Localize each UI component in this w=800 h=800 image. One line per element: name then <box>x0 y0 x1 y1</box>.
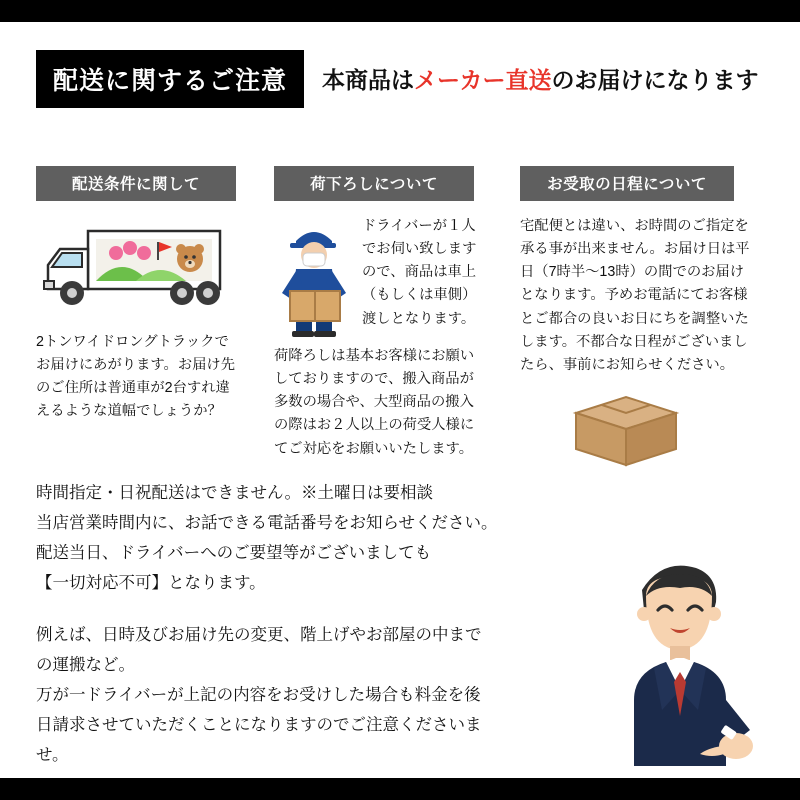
header-badge: 配送に関するご注意 <box>36 50 304 108</box>
column-delivery-conditions <box>36 166 248 424</box>
note-line: 当店営業時間内に、お話できる電話番号をお知らせください。 <box>36 514 498 533</box>
note-line: 万が一ドライバーが上記の内容をお受けした場合も料金を後 <box>36 686 481 705</box>
note-line: せ。 <box>36 746 69 765</box>
header-lead-highlight: メーカー直送 <box>414 67 552 93</box>
notes-block <box>36 478 596 770</box>
note-line: 時間指定・日祝配送はできません。※土曜日は要相談 <box>36 484 433 502</box>
bottom-black-bar <box>0 778 800 800</box>
delivery-worker-illustration <box>274 215 356 337</box>
column-1-heading: 配送条件に関して <box>36 166 236 201</box>
column-2-body-bottom: 荷降ろしは基本お客様にお願いしておりますので、搬入商品が多数の場合や、大型商品の搬入の際はお２人以上の荷受人様にてご対応をお願いいたします。 <box>274 348 475 457</box>
column-2-body-top: ドライバーが１人でお伺い致しますので、商品は車上（もしくは車側）渡しとなります。 <box>362 218 477 327</box>
header-lead-suffix: のお届けになります <box>551 67 759 93</box>
column-receiving-schedule <box>520 166 766 467</box>
businessman-pointing-illustration <box>600 540 780 770</box>
column-unloading <box>274 166 486 461</box>
note-line: 配送当日、ドライバーへのご要望等がございましても <box>36 544 432 563</box>
column-2-heading: 荷下ろしについて <box>274 166 474 201</box>
note-line: 【一切対応不可】となります。 <box>36 574 266 593</box>
cardboard-box-illustration <box>520 381 766 467</box>
column-1-body: 2トンワイドロングトラックでお届けにあがります。お届け先のご住所は普通車が2台すれ違えるような道幅でしょうか？ <box>36 334 236 420</box>
note-line: の運搬など。 <box>36 656 135 675</box>
header-lead-prefix: 本商品は <box>322 67 414 93</box>
note-line: 日請求させていただくことになりますのでご注意くださいま <box>36 716 482 735</box>
column-3-heading: お受取の日程について <box>520 166 734 201</box>
column-3-body: 宅配便とは違い、お時間のご指定を承る事が出来ません。お届け日は平日（7時半〜13時）の間でのお届けとなります。予めお電話にてお客様とご都合の良いお日にちを調整いたします。不都合な日程がございましたら、事前にお知らせください。 <box>520 218 750 373</box>
header <box>36 50 766 112</box>
notes-spacer <box>36 598 596 620</box>
note-line: 例えば、日時及びお届け先の変更、階上げやお部屋の中まで <box>36 626 482 645</box>
delivery-truck-illustration <box>36 219 248 323</box>
header-lead <box>322 62 759 95</box>
top-black-bar <box>0 0 800 22</box>
